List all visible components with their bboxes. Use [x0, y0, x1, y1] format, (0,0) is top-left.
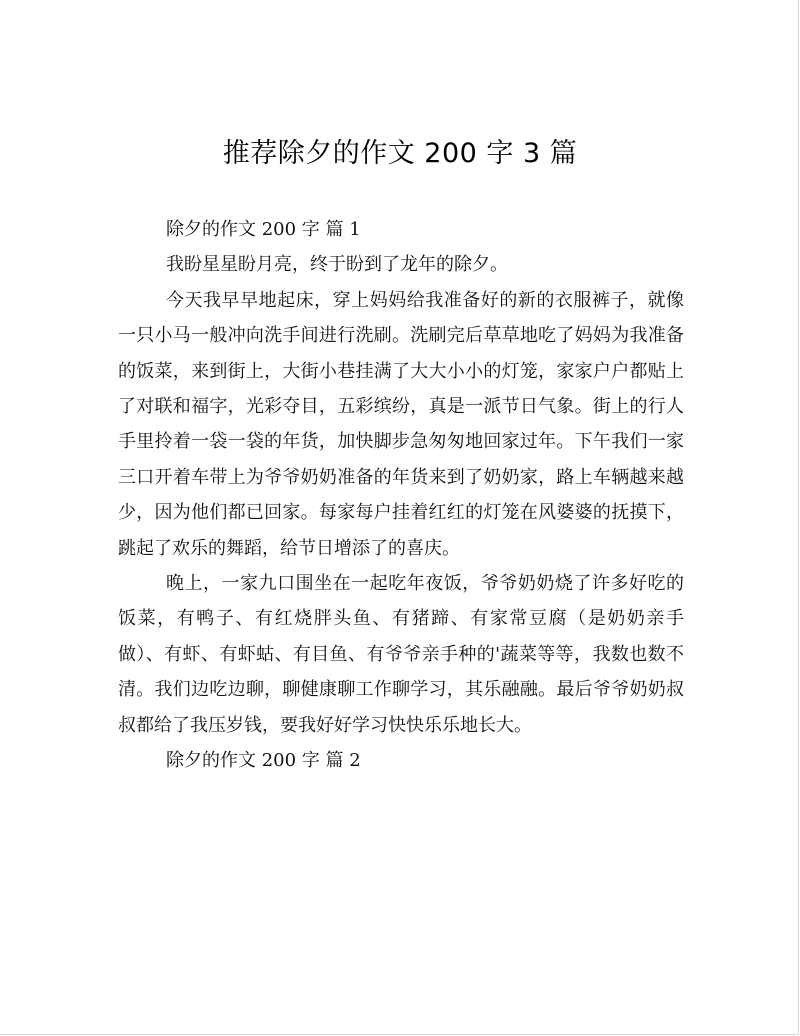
- paragraph-1: 我盼星星盼月亮，终于盼到了龙年的除夕。: [166, 254, 508, 276]
- paragraph-2: 今天我早早地起床，穿上妈妈给我准备好的新的衣服裤子，就像一只小马一般冲向洗手间进行洗刷。洗刷完后草草地吃了妈妈为我准备的饭菜，来到街上，大街小巷挂满了大大小小的灯笼，家家户户都贴上了对联和福字，光彩夺目，五彩缤纷，真是一派节日气象。街上的行人手里拎着一袋一袋的年货，加快脚步急匆匆地回家过年。下午我们一家三口开着车带上为爷爷奶奶准备的年货来到了奶奶家，路上车辆越来越少，因为他们都已回家。每家每户挂着红红的灯笼在风婆婆的抚摸下，跳起了欢乐的舞蹈，给节日增添了的喜庆。: [118, 289, 684, 559]
- section-heading-1: 除夕的作文 200 字 篇 1: [166, 219, 361, 240]
- document-body: [118, 212, 684, 779]
- paragraph-3: 晚上，一家九口围坐在一起吃年夜饭，爷爷奶奶烧了许多好吃的饭菜，有鸭子、有红烧胖头鱼、有猪蹄、有家常豆腐（是奶奶亲手做）、有虾、有虾蛄、有目鱼、有爷爷亲手种的'蔬菜等等，我数也数不清。我们边吃边聊，聊健康聊工作聊学习，其乐融融。最后爷爷奶奶叔叔都给了我压岁钱，要我好好学习快快乐乐地长大。: [118, 573, 684, 736]
- section-heading-2: 除夕的作文 200 字 篇 2: [166, 750, 361, 772]
- document-title: 推荐除夕的作文 200 字 3 篇: [222, 138, 578, 169]
